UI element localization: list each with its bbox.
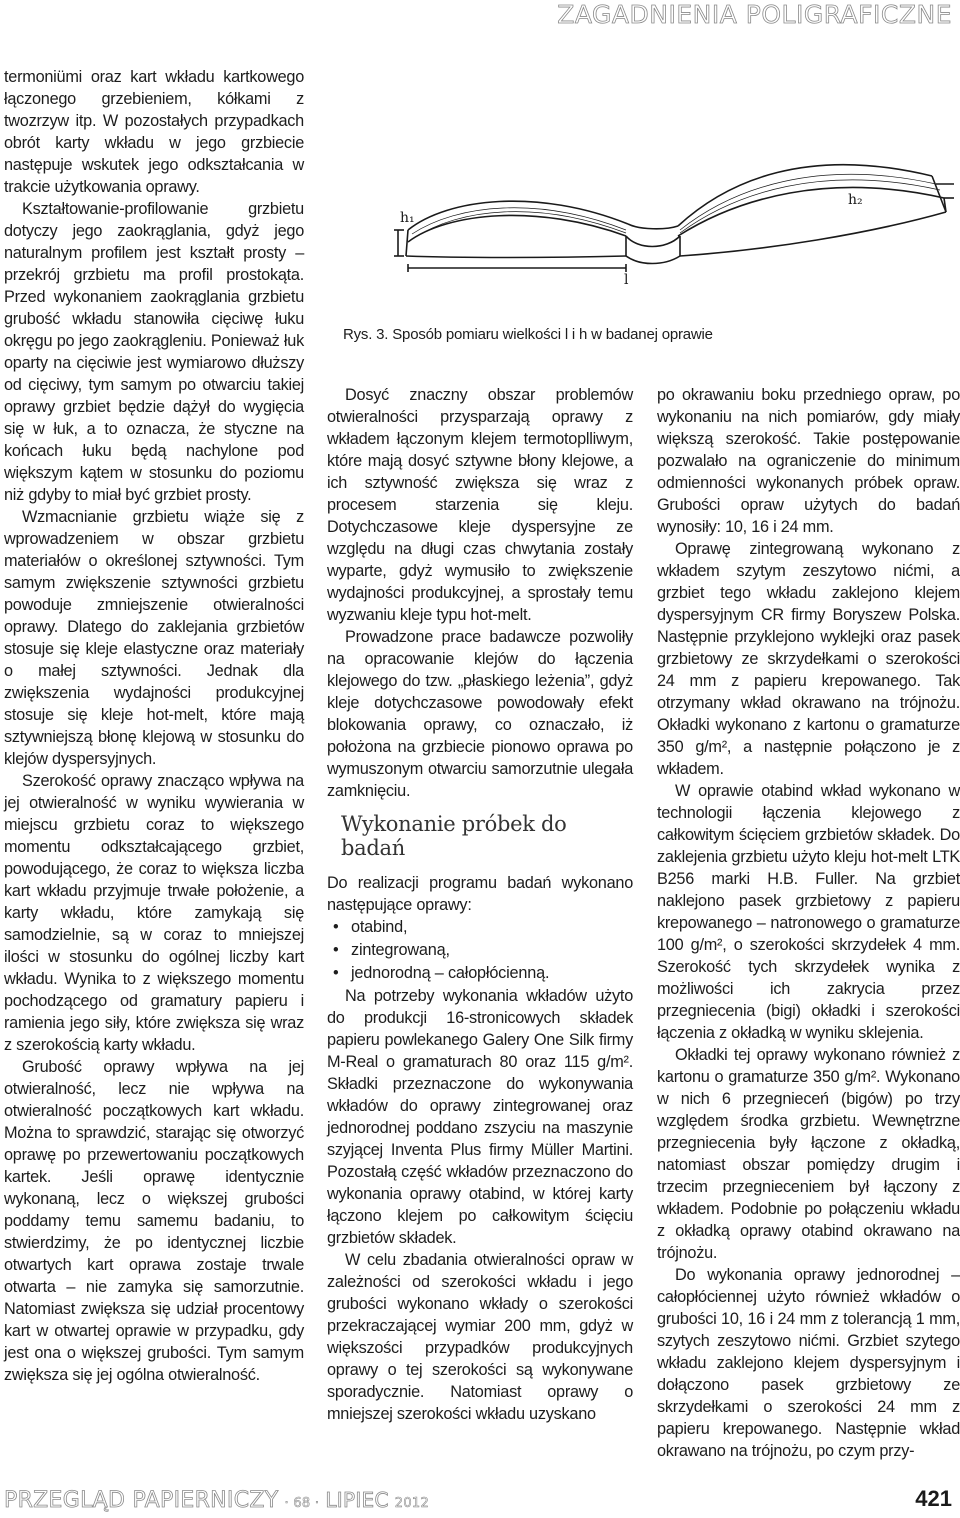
- bullet-item: • zintegrowaną,: [333, 939, 633, 962]
- body-paragraph: Grubość oprawy wpływa na jej otwieralność, lecz nie wpływa na otwieralność początkowych kart wkładu. Można to sprawdzić, starając się otworzyć oprawę po przewertowaniu początkowych kartek. Jeśli oprawę identycznie wykonaną, lecz o większej grubości poddamy temu samemu badaniu, to stwierdzimy, że po identycznej liczbie otwartych kart oprawa zostaje trwale otwarta – nie zamyka się samorzutnie. Natomiast zwiększa się udział procentowy kart w otwartej oprawie w przypadku, gdy jest ona o większej grubości. Tym samym zwiększa się jej ogólna otwieralność.: [4, 1058, 304, 1384]
- figure-label-h2: h₂: [848, 192, 863, 208]
- body-paragraph: termoniümi oraz kart wkładu kartkowego łączonego grzebieniem, kółkami z twozrzyw itp. W pozostałych przypadkach obrót karty wkładu w jego grzbiecie następuje wskutek jego odkształcania w trakcie użytkowania oprawy.: [4, 68, 304, 196]
- body-paragraph: Kształtowanie-profilowanie grzbietu dotyczy jego zaokrąglania, gdyż jego naturalnym profilem jest kształt prosty – przekrój grzbietu ma profil prostokąta. Przed wykonaniem zaokrąglania grzbietu grubość wkładu stanowiła cięciwę łuku okręgu po jego zaokrągleniu. Ponieważ łuk oparty na cięciwie jest wymiarowo dłuższy od cięciwy, tym samym po otwarciu takiej oprawy grzbiet będzie dążył do wygięcia się w łuk, a to oznacza, że styczne na końcach łuku będą nachylone pod większym kątem w stosunku do poziomu niż gdyby to miał być grzbiet prosty.: [4, 200, 304, 504]
- open-book-drawing: [388, 80, 960, 320]
- right-column: [657, 384, 960, 1462]
- middle-column: [327, 384, 633, 1425]
- body-paragraph: Dosyć znaczny obszar problemów otwieralności przysparzają oprawy z wkładem łączonym klejem termotoplliwym, które mają dosyć sztywne błony klejowe, a ich sztywność zwiększa się wraz z procesem starzenia się kleju. Dotychczasowe kleje dyspersyjne ze względu na długi czas chwytania zostały wyparte, gdyż wymusiło to zwiększenie wydajności produkcyjnej, a sprostały temu wyzwaniu kleje typu hot-melt.: [327, 386, 633, 624]
- footer-journal-title: PRZEGLĄD PAPIERNICZY: [4, 1488, 279, 1513]
- body-paragraph: Do wykonania oprawy jednorodnej – całopłóciennej użyto również wkładów o grubości 10, 16 i 24 mm z tolerancją 1 mm, szytych zeszytowo nićmi. Grzbiet szytego wkładu zaklejono klejem dyspersyjnym i dołączono pasek grzbietowy ze skrzydełkami o szerokości 24 mm z papieru krepowanego. Następnie wkład okrawano na trójnożu, po czym przy-: [657, 1266, 960, 1460]
- footer-journal-line: [4, 1488, 429, 1513]
- body-paragraph: Okładki tej oprawy wykonano również z kartonu o gramaturze 350 g/m². Wykonano w nich 6 przegnieceń (bigów) po trzy względem środka grzbietu. Wewnętrzne przegniecenia były łączone z okładką, natomiast obszar pomiędzy drugim i trzecim przegnieceniem był łączony z wkładem. Podobnie po połączeniu wkładu z okładką oprawy otabind okrawano na trójnożu.: [657, 1046, 960, 1262]
- footer-month: LIPIEC: [325, 1488, 389, 1512]
- body-paragraph: Szerokość oprawy znacząco wpływa na jej otwieralność w wyniku wywierania w miejscu grzbietu coraz to większego momentu odkształcającego grzbiet, powodującego, że coraz to większa liczba kart wkładu przyjmuje trwałe położenie, a karty wkładu, które zamykają się samodzielnie, są w coraz to mniejszej ilości w stosunku do ogólnej liczby kart wkładu. Wynika to z większego momentu pochodzącego od gramatury papieru i ramienia jego siły, które zwiększa się wraz z szerokością karty wkładu.: [4, 772, 304, 1054]
- body-paragraph: Wzmacnianie grzbietu wiąże się z wprowadzeniem w obszar grzbietu materiałów o określonej sztywności. Tym samym zwiększenie sztywności grzbietu powoduje zmniejszenie otwieralności oprawy. Dlatego do zaklejania grzbietów stosuje się kleje elastyczne oraz materiały o małej sztywności. Jednak dla zwiększenia wydajności produkcyjnej stosuje się kleje hot-melt, które mają sztywniejszą błonę klejową w stosunku do klejów dyspersyjnych.: [4, 508, 304, 768]
- body-paragraph: W oprawie otabind wkład wykonano w technologii łączenia klejowego z całkowitym ścięciem grzbietów składek. Do zaklejenia grzbietu użyto kleju hot-melt LTK B256 marki H.B. Fuller. Na grzbiet naklejono pasek grzbietowy z papieru krepowanego – natronowego o gramaturze 100 g/m², o szerokości skrzydełek 4 mm. Szerokość tych skrzydełek wynika z możliwości ich zakrycia przez przegniecenia (bigi) okładki i szerokości łączenia z okładką w wyniku sklejenia.: [657, 782, 960, 1042]
- bullet-item: • otabind,: [333, 916, 633, 939]
- footer-issue: · 68 ·: [284, 1496, 320, 1511]
- page-number: 421: [915, 1486, 952, 1511]
- figure-caption: Rys. 3. Sposób pomiaru wielkości l i h w badanej oprawie: [343, 326, 713, 343]
- bullet-item: • jednorodną – całopłócienną.: [333, 962, 633, 985]
- page-footer: [4, 1488, 960, 1516]
- body-paragraph: Oprawę zintegrowaną wykonano z wkładem szytym zeszytowo nićmi, a grzbiet tego wkładu zaklejono klejem dyspersyjnym CR firmy Boryszew Polska. Następnie przyklejono wyklejki oraz pasek grzbietowy ze skrzydełkami o szerokości 24 mm z papieru krepowanego. Tak otrzymany wkład okrawano na trójnożu. Okładki wykonano z kartonu o gramaturze 350 g/m², a następnie połączono je z wkładem.: [657, 540, 960, 778]
- figure-label-l: l: [624, 272, 629, 288]
- running-header-section-title: ZAGADNIENIA POLIGRAFICZNE: [557, 0, 952, 29]
- left-column: [4, 66, 304, 1386]
- body-paragraph: po okrawaniu boku przedniego opraw, po wykonaniu na nich pomiarów, gdy miały większą szerokość. Takie postępowanie pozwalało na ograniczenie do minimum odmienności wykonanych próbek opraw. Grubości opraw użytych do badań wynosiły: 10, 16 i 24 mm.: [657, 386, 960, 536]
- figure-open-book-diagram: [388, 80, 960, 320]
- body-paragraph: Prowadzone prace badawcze pozwoliły na opracowanie klejów do łączenia klejowego do tzw. „płaskiego leżenia”, gdyż kleje dotychczasowe powodowały efekt blokowania oprawy, co oznaczało, iż położona na grzbiecie pionowo oprawa po wymuszonym otwarciu samorzutnie ulegała zamknięciu.: [327, 628, 633, 800]
- section-heading: Wykonanie próbek do badań: [341, 812, 567, 860]
- body-paragraph: W celu zbadania otwieralności opraw w zależności od szerokości wkładu i jego grubości wykonano wkłady o szerokości przekraczającej wymiar 200 mm, gdyż w większości przypadków produkcyjnych oprawy o tej szerokości są wykonywane sporadycznie. Natomiast oprawy o mniejszej szerokości wkładu uzyskano: [327, 1251, 633, 1423]
- figure-label-h1: h₁: [400, 210, 415, 226]
- body-paragraph: Na potrzeby wykonania wkładów użyto do produkcji 16-stronicowych składek papieru powlekanego Galery One Silk firmy M-Real o gramaturach 80 oraz 115 g/m². Składki przeznaczone do wykonywania wkładów do oprawy zintegrowanej oraz jednorodnej poddano zszyciu na maszynie szyjącej Inventa Plus firmy Müller Martini. Pozostałą część wkładów przeznaczono do wykonania oprawy otabind, w której karty łączono klejem po całkowitym ścięciu grzbietów składek.: [327, 987, 633, 1247]
- bullet-list: [327, 916, 633, 985]
- body-paragraph: Do realizacji programu badań wykonano następujące oprawy:: [327, 874, 633, 914]
- footer-year: 2012: [394, 1496, 430, 1511]
